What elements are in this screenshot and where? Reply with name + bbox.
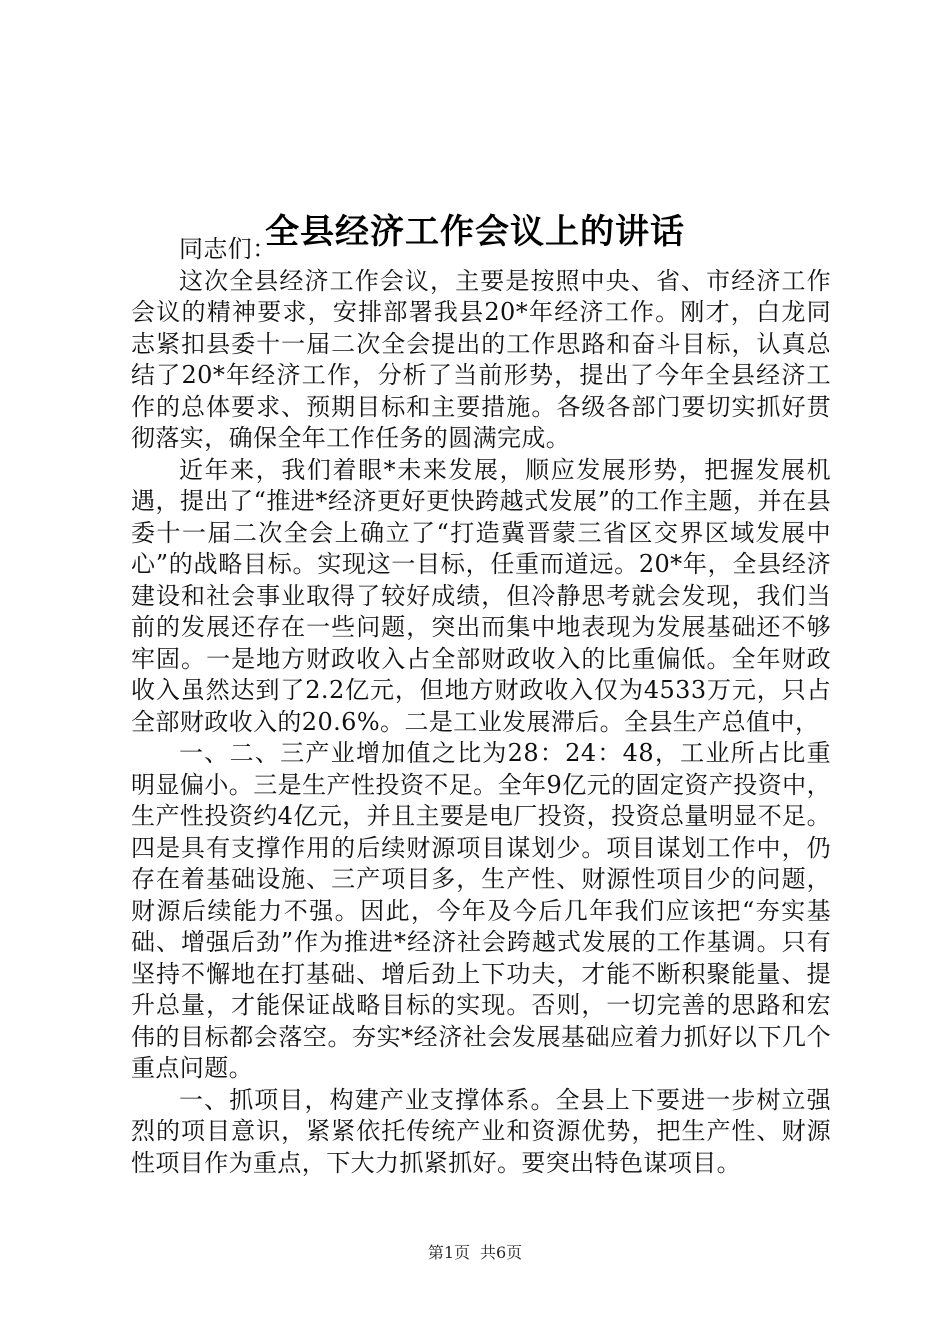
body-paragraph: 一、抓项目，构建产业支撑体系。全县上下要进一步树立强烈的项目意识，紧紧依托传统产业和资源优势，把生产性、财源性项目作为重点，下大力抓紧抓好。要突出特色谋项目。: [131, 1085, 831, 1177]
body-paragraph: 一、二、三产业增加值之比为28：24：48，工业所占比重明显偏小。三是生产性投资不足。全年9亿元的固定资产投资中，生产性投资约4亿元，并且主要是电厂投资，投资总量明显不足。四是具有支撑作用的后续财源项目谋划少。项目谋划工作中，仍存在着基础设施、三产项目多，生产性、财源性项目少的问题，财源后续能力不强。因此，今年及今后几年我们应该把“夯实基础、增强后劲”作为推进*经济社会跨越式发展的工作基调。只有坚持不懈地在打基础、增后劲上下功夫，才能不断积聚能量、提升总量，才能保证战略目标的实现。否则，一切完善的思路和宏伟的目标都会落空。夯实*经济社会发展基础应着力抓好以下几个重点问题。: [131, 739, 831, 1082]
document-body: [131, 234, 831, 1179]
body-paragraph: 近年来，我们着眼*未来发展，顺应发展形势，把握发展机遇，提出了“推进*经济更好更快跨越式发展”的工作主题，并在县委十一届二次全会上确立了“打造冀晋蒙三省区交界区域发展中心”的战略目标。实现这一目标，任重而道远。20*年，全县经济建设和社会事业取得了较好成绩，但冷静思考就会发现，我们当前的发展还存在一些问题，突出而集中地表现为发展基础还不够牢固。一是地方财政收入占全部财政收入的比重偏低。全年财政收入虽然达到了2.2亿元，但地方财政收入仅为4533万元，只占全部财政收入的20.6%。二是工业发展滞后。全县生产总值中，: [131, 455, 831, 736]
document-title: 全县经济工作会议上的讲话: [265, 211, 685, 252]
body-paragraph: 这次全县经济工作会议，主要是按照中央、省、市经济工作会议的精神要求，安排部署我县20*年经济工作。刚才，白龙同志紧扣县委十一届二次全会提出的工作思路和奋斗目标，认真总结了20*年经济工作，分析了当前形势，提出了今年全县经济工作的总体要求、预期目标和主要措施。各级各部门要切实抓好贯彻落实，确保全年工作任务的圆满完成。: [131, 266, 831, 452]
page-total: 共6页: [480, 1243, 523, 1262]
page-footer: [0, 1243, 950, 1263]
page-number: 第1页: [427, 1243, 470, 1262]
salutation-paragraph: 同志们：: [179, 235, 277, 263]
